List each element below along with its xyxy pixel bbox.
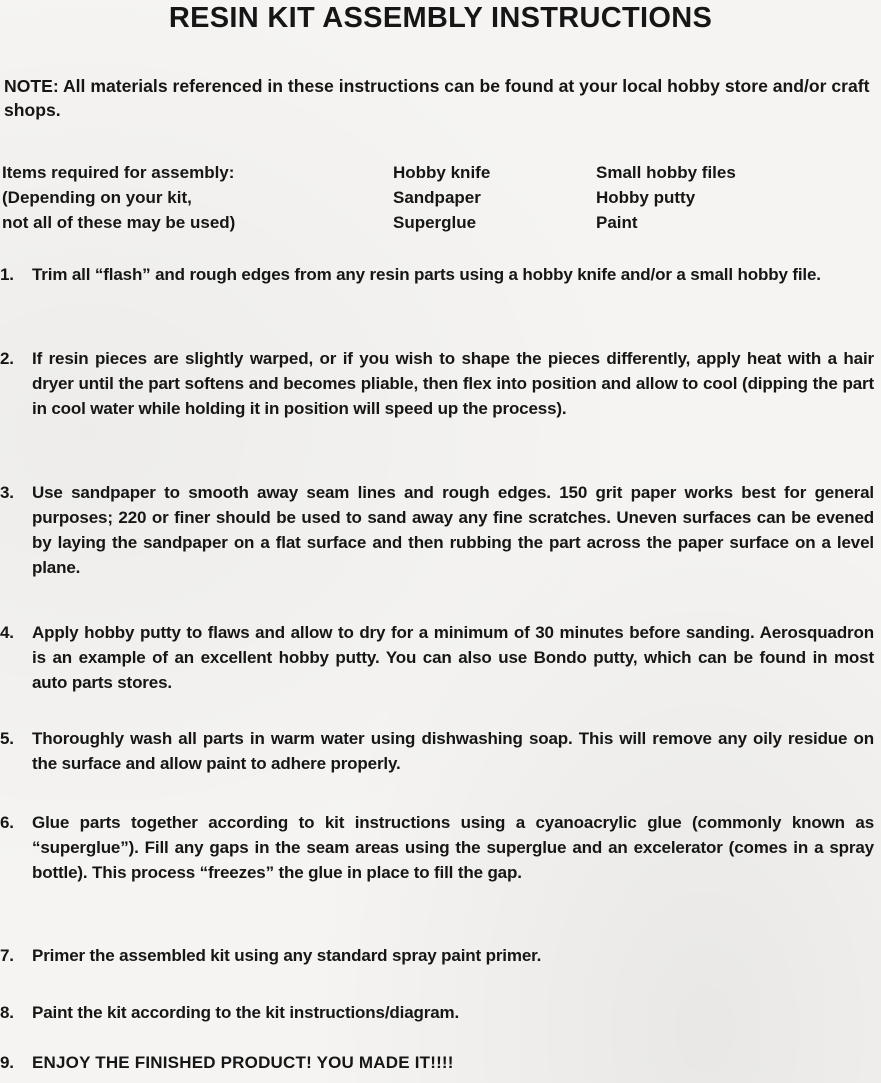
step-text: If resin pieces are slightly warped, or if you wish to shape the pieces differently, apply heat with a hair dryer until the part softens and becomes pliable, then flex into position and allow to cool (dipping the part in cool water while holding it in position will speed up the process).: [32, 349, 874, 418]
step-number: 4.: [0, 623, 14, 642]
step-number: 5.: [0, 729, 14, 748]
step-number: 2.: [0, 349, 14, 368]
required-item: Sandpaper: [393, 188, 481, 207]
required-item: Superglue: [393, 213, 477, 232]
requirements-label-line: Items required for assembly:: [2, 163, 235, 182]
document-title: RESIN KIT ASSEMBLY INSTRUCTIONS: [168, 2, 713, 34]
required-item: Small hobby files: [596, 163, 736, 182]
required-item: Hobby putty: [596, 188, 696, 207]
step-number: 3.: [0, 483, 14, 502]
step-number: 9.: [0, 1053, 14, 1072]
requirements-column-1: [393, 160, 490, 235]
step-number: 7.: [0, 946, 14, 965]
step-text: ENJOY THE FINISHED PRODUCT! YOU MADE IT!!!!: [32, 1053, 454, 1072]
step-text: Primer the assembled kit using any standard spray paint primer.: [32, 946, 542, 965]
requirements-label-line: (Depending on your kit,: [2, 188, 192, 207]
step-number: 8.: [0, 1003, 14, 1022]
step-text: Trim all “flash” and rough edges from any resin parts using a hobby knife and/or a small hobby file.: [32, 265, 821, 284]
step-text: Apply hobby putty to flaws and allow to dry for a minimum of 30 minutes before sanding. Aerosquadron is an example of an excellent hobby putty. You can also use Bondo putty, which can be found in most auto parts stores.: [32, 623, 874, 692]
step-text: Paint the kit according to the kit instructions/diagram.: [32, 1003, 460, 1022]
required-item: Paint: [596, 213, 638, 232]
requirements-label-line: not all of these may be used): [2, 213, 236, 232]
step-text: Use sandpaper to smooth away seam lines and rough edges. 150 grit paper works best for general purposes; 220 or finer should be used to sand away any fine scratches. Uneven surfaces can be evened by laying the sandpaper on a flat surface and then rubbing the part across the paper surface on a level plane.: [32, 483, 874, 577]
step-text: Glue parts together according to kit instructions using a cyanoacrylic glue (commonly known as “superglue”). Fill any gaps in the seam areas using the superglue and an excelerator (comes in a spray bottle). This process “freezes” the glue in place to fill the gap.: [32, 813, 874, 882]
step-text: Thoroughly wash all parts in warm water using dishwashing soap. This will remove any oily residue on the surface and allow paint to adhere properly.: [32, 729, 874, 773]
required-item: Hobby knife: [393, 163, 491, 182]
requirements-column-2: [596, 160, 736, 235]
step-number: 1.: [0, 265, 14, 284]
requirements-label: [2, 160, 235, 235]
step-number: 6.: [0, 813, 14, 832]
note-paragraph: NOTE: All materials referenced in these instructions can be found at your local hobby store and/or craft shops.: [4, 76, 870, 120]
